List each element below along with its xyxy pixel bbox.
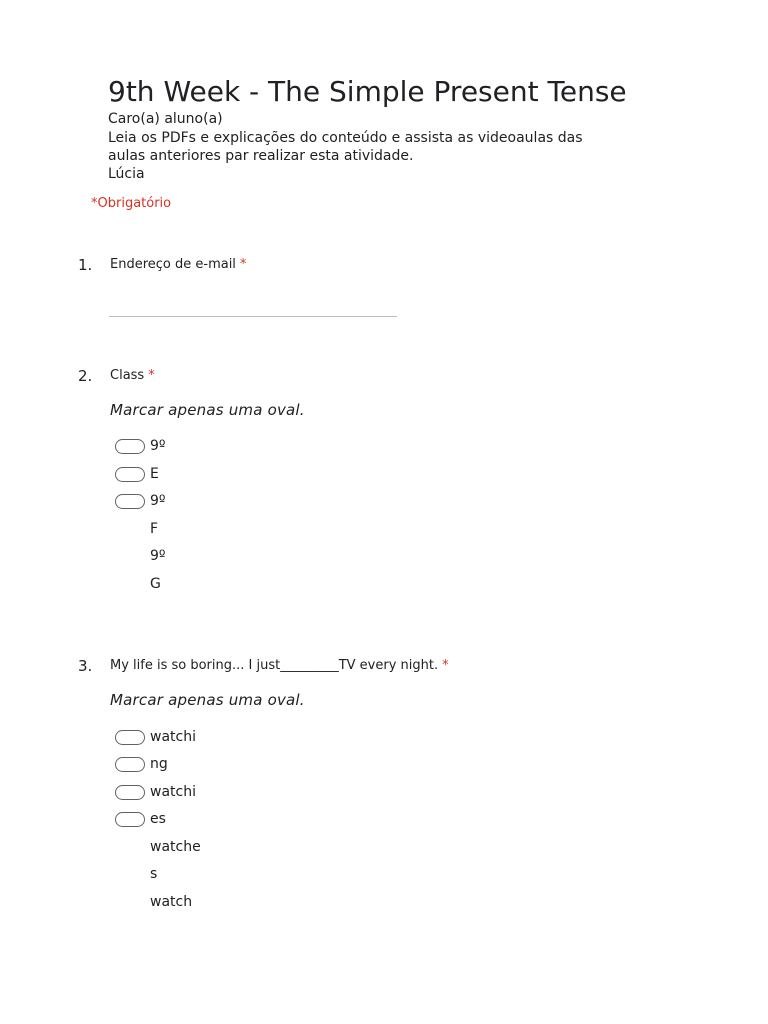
intro-line: Lúcia — [108, 166, 145, 182]
option-label: 9º — [150, 493, 166, 509]
radio-oval[interactable] — [115, 467, 145, 482]
question-text — [110, 256, 246, 274]
option-label: watche — [150, 839, 201, 855]
intro-line: Caro(a) aluno(a) — [108, 111, 223, 127]
option-label: es — [150, 811, 166, 827]
question-text — [110, 367, 155, 385]
option-label: 9º — [150, 438, 166, 454]
radio-oval[interactable] — [115, 785, 145, 800]
intro-line: aulas anteriores par realizar esta atividade. — [108, 148, 414, 164]
question-number: 2. — [78, 367, 93, 385]
option-label: s — [150, 866, 158, 882]
question-instruction: Marcar apenas uma oval. — [110, 401, 305, 419]
question-label: My life is so boring... I just_________TV every night. — [110, 658, 439, 673]
radio-oval[interactable] — [115, 757, 145, 772]
question-number: 3. — [78, 657, 93, 675]
radio-oval[interactable] — [115, 730, 145, 745]
option-label: watchi — [150, 784, 196, 800]
required-star: * — [148, 368, 155, 383]
question-number: 1. — [78, 256, 93, 274]
option-label: watch — [150, 894, 193, 910]
email-answer-line[interactable] — [109, 316, 397, 317]
form-title: 9th Week - The Simple Present Tense — [108, 75, 627, 108]
question-label: Class — [110, 368, 145, 383]
required-star: * — [239, 257, 247, 272]
option-label: G — [150, 576, 161, 592]
option-label: 9º — [150, 548, 166, 564]
radio-oval[interactable] — [115, 494, 145, 509]
required-star: * — [442, 658, 449, 673]
option-label: F — [150, 521, 159, 537]
option-label: ng — [150, 756, 168, 772]
question-text — [110, 657, 449, 675]
intro-line: Leia os PDFs e explicações do conteúdo e assista as videoaulas das — [108, 130, 583, 146]
radio-oval[interactable] — [115, 439, 145, 454]
question-label: Endereço de e-mail — [110, 257, 236, 272]
question-instruction: Marcar apenas uma oval. — [110, 691, 305, 709]
radio-oval[interactable] — [115, 812, 145, 827]
option-label: watchi — [150, 729, 196, 745]
required-note: *Obrigatório — [91, 196, 172, 211]
option-label: E — [150, 466, 159, 482]
